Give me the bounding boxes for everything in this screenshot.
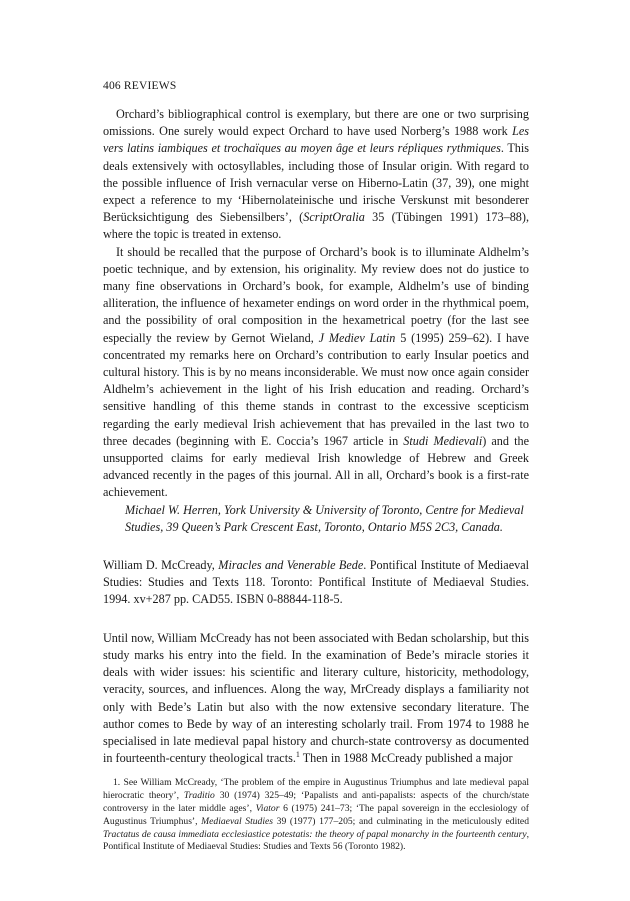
italic-text: J Mediev Latin <box>318 330 396 345</box>
italic-text: Studi Medievali <box>403 433 483 448</box>
running-head: 406 REVIEWS <box>103 80 177 92</box>
footnote-1 <box>103 777 529 854</box>
text-run: 6 (1975) 241–73; ‘The papal sovereign in the ecclesiology of Augustinus Triumphus’, <box>103 802 529 827</box>
italic-text: Traditio <box>183 790 215 802</box>
reviewer-signature: Michael W. Herren, York University & University of Toronto, Centre for Medieval Studies, 39 Queen’s Park Crescent East, Toronto, Ontario M5S 2C3, Canada. <box>125 502 524 534</box>
text-run: 39 (1977) 177–205; and culminating in the meticulously edited <box>273 815 529 827</box>
page <box>103 80 529 854</box>
text-run: Then in 1988 McCready published a major <box>299 751 513 766</box>
text-run: William D. McCready, <box>103 558 219 573</box>
review2-paragraph-1 <box>103 630 529 768</box>
review2-body <box>103 630 529 768</box>
text-run: Orchard’s bibliographical control is exemplary, but there are one or two surprising omissions. One surely would expect Orchard to have used Norberg’s 1988 work <box>103 107 529 139</box>
text-run: . This deals extensively with octosyllables, including those of Insular origin. With regard to the possible influence of Irish vernacular verse on Hiberno-Latin (37, 39), one might expect a reference to my ‘Hibernolateinische und irische Verskunst mit besonderer Berücksichtigung des Siebensilbers’, ( <box>103 141 529 225</box>
italic-text: Miracles and Venerable Bede <box>218 558 364 573</box>
text-run: 5 (1995) 259–62). I have concentrated my remarks here on Orchard’s contribution to early Insular poetics and cultural history. This is by no means inconsiderable. We must now once again consider Aldhelm’s achievement in the light of his Irish education and reading. Orchard’s sensitive handling of this theme stands in contrast to the excessive scepticism regarding the early medieval Irish achievement that has prevailed in the last two to three decades (beginning with E. Coccia’s 1967 article in <box>103 330 529 448</box>
italic-text: Les vers latins iambiques et trochaïques au moyen âge et leurs répliques rythmiques <box>103 124 529 156</box>
review1-paragraph-1 <box>103 106 529 244</box>
text-run: 1. See William McCready, ‘The problem of the empire in Augustinus Triumphus and late medieval papal hierocratic theory’, <box>103 777 529 802</box>
text-run: ) and the unsupported claims for early medieval Irish knowledge of Hebrew and Greek advanced recently in the pages of this journal. All in all, Orchard’s book is a first-rate achievement. <box>103 433 530 500</box>
italic-text: Mediaeval Studies <box>201 815 274 827</box>
footnote-marker: 1 <box>295 750 300 760</box>
review2-bibliographic-headnote <box>103 557 529 609</box>
text-run: It should be recalled that the purpose of Orchard’s book is to illuminate Aldhelm’s poetic technique, and by extension, his originality. My review does not do justice to many fine observations in Orchard’s book, for example, Aldhelm’s use of binding alliteration, the influence of hexameter endings on word order in the rhythmical poem, and the possibility of oral composition in the hexametrical poetry (for the last see especially the review by Gernot Wieland, <box>103 244 529 345</box>
italic-text: Viator <box>255 802 280 814</box>
text-run: . Pontifical Institute of Mediaeval Studies: Studies and Texts 118. Toronto: Pontifical Institute of Mediaeval Studies. 1994. xv+287 pp. CAD55. ISBN 0-88844-118-5. <box>103 558 529 607</box>
text-run: Until now, William McCready has not been associated with Bedan scholarship, but this study marks his entry into the field. In the examination of Bede’s miracle stories it deals with wider issues: his scientific and literary culture, historicity, methodology, veracity, sources, and influences. Along the way, MrCready displays a familiarity not only with Bede’s Latin but also with the now extensive secondary literature. The author comes to Bede by way of an interesting scholarly trail. From 1974 to 1988 he specialised in late medieval papal history and church-state controversy as documented in fourteenth-century theological tracts. <box>103 630 529 766</box>
text-run: 30 (1974) 325–49; ‘Papalists and anti-papalists: aspects of the church/state controversy in the later middle ages’, <box>103 790 529 814</box>
italic-text: ScriptOralia <box>303 210 365 225</box>
text-run: 35 (Tübingen 1991) 173–88), where the topic is treated in extenso. <box>103 210 530 242</box>
review1-paragraph-2 <box>103 244 529 502</box>
text-run: , Pontifical Institute of Mediaeval Studies: Studies and Texts 56 (Toronto 1982). <box>103 828 529 853</box>
italic-text: Tractatus de causa immediata ecclesiastice potestatis: the theory of papal monarchy in the fourteenth century <box>103 828 527 840</box>
